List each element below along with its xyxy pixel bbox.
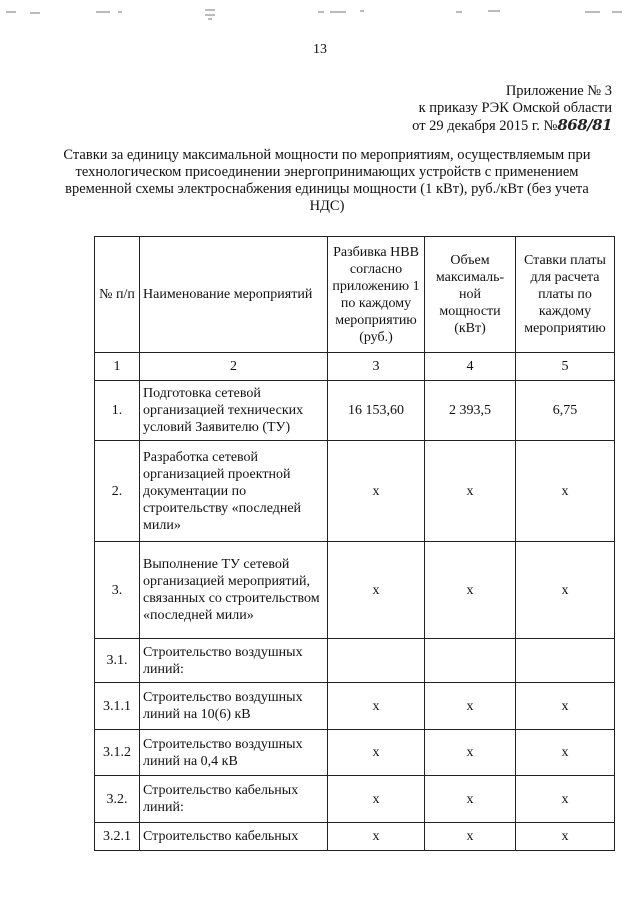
row-number: 3.2.: [95, 776, 140, 823]
rate-value: х: [516, 823, 615, 851]
column-number: 4: [425, 353, 516, 381]
scan-artifact-marks: [0, 6, 640, 22]
column-number: 1: [95, 353, 140, 381]
nvv-value: х: [328, 441, 425, 542]
table-row: [95, 730, 615, 776]
nvv-value: х: [328, 823, 425, 851]
appendix-title: Приложение № 3: [505, 83, 612, 99]
appendix-order-date: [412, 117, 612, 135]
table-row: [95, 639, 615, 683]
appendix-header: [412, 83, 612, 135]
rate-value: [516, 639, 615, 683]
nvv-value: х: [328, 776, 425, 823]
page-number: 13: [313, 42, 327, 57]
activity-name: Строительство кабельных: [140, 823, 328, 851]
rate-value: х: [516, 730, 615, 776]
rate-value: х: [516, 683, 615, 730]
nvv-value: х: [328, 683, 425, 730]
power-value: х: [425, 542, 516, 639]
table-header-row: [95, 237, 615, 353]
column-number-row: [95, 353, 615, 381]
activity-name: Разработка сетевой организацией проектной документации по строительству «последней мили»: [140, 441, 328, 542]
power-value: х: [425, 823, 516, 851]
power-value: х: [425, 730, 516, 776]
header-rate: Ставки платы для расчета платы по каждому мероприятию: [516, 237, 615, 353]
activity-name: Выполнение ТУ сетевой организацией мероприятий, связанных со строительством «последней мили»: [140, 542, 328, 639]
header-nvv-breakdown: Разбивка НВВ согласно приложению 1 по каждому мероприятию (руб.): [328, 237, 425, 353]
nvv-value: [328, 639, 425, 683]
order-date-text: от 29 декабря 2015 г. №: [412, 118, 558, 134]
row-number: 3.1.2: [95, 730, 140, 776]
table-row: [95, 542, 615, 639]
header-number: № п/п: [95, 237, 140, 353]
activity-name: Строительство воздушных линий на 10(6) кВ: [140, 683, 328, 730]
document-title: Ставки за единицу максимальной мощности по мероприятиям, осуществляемым при технологическом присоединении энергопринимающих устройств с применением временной схемы электроснабжения единицы мощности (1 кВт), руб./кВт (без учета НДС): [63, 147, 591, 214]
appendix-order: к приказу РЭК Омской области: [418, 100, 612, 116]
row-number: 3.1.1: [95, 683, 140, 730]
handwritten-order-number: 868/81: [557, 116, 612, 134]
power-value: х: [425, 441, 516, 542]
table-row: [95, 441, 615, 542]
nvv-value: х: [328, 542, 425, 639]
activity-name: Строительство воздушных линий на 0,4 кВ: [140, 730, 328, 776]
column-number: 5: [516, 353, 615, 381]
nvv-value: 16 153,60: [328, 381, 425, 441]
rate-value: х: [516, 542, 615, 639]
rate-value: х: [516, 776, 615, 823]
row-number: 2.: [95, 441, 140, 542]
header-activity-name: Наименование мероприятий: [140, 237, 328, 353]
power-value: х: [425, 776, 516, 823]
table-row: [95, 823, 615, 851]
activity-name: Подготовка сетевой организацией технических условий Заявителю (ТУ): [140, 381, 328, 441]
column-number: 2: [140, 353, 328, 381]
power-value: х: [425, 683, 516, 730]
table-row: [95, 776, 615, 823]
table-row: [95, 381, 615, 441]
table-row: [95, 683, 615, 730]
rates-table: [94, 236, 615, 851]
row-number: 3.1.: [95, 639, 140, 683]
rate-value: х: [516, 441, 615, 542]
nvv-value: х: [328, 730, 425, 776]
activity-name: Строительство кабельных линий:: [140, 776, 328, 823]
rate-value: 6,75: [516, 381, 615, 441]
power-value: [425, 639, 516, 683]
activity-name: Строительство воздушных линий:: [140, 639, 328, 683]
row-number: 3.: [95, 542, 140, 639]
column-number: 3: [328, 353, 425, 381]
row-number: 3.2.1: [95, 823, 140, 851]
row-number: 1.: [95, 381, 140, 441]
power-value: 2 393,5: [425, 381, 516, 441]
header-max-power: Объем максималь-ной мощности (кВт): [425, 237, 516, 353]
